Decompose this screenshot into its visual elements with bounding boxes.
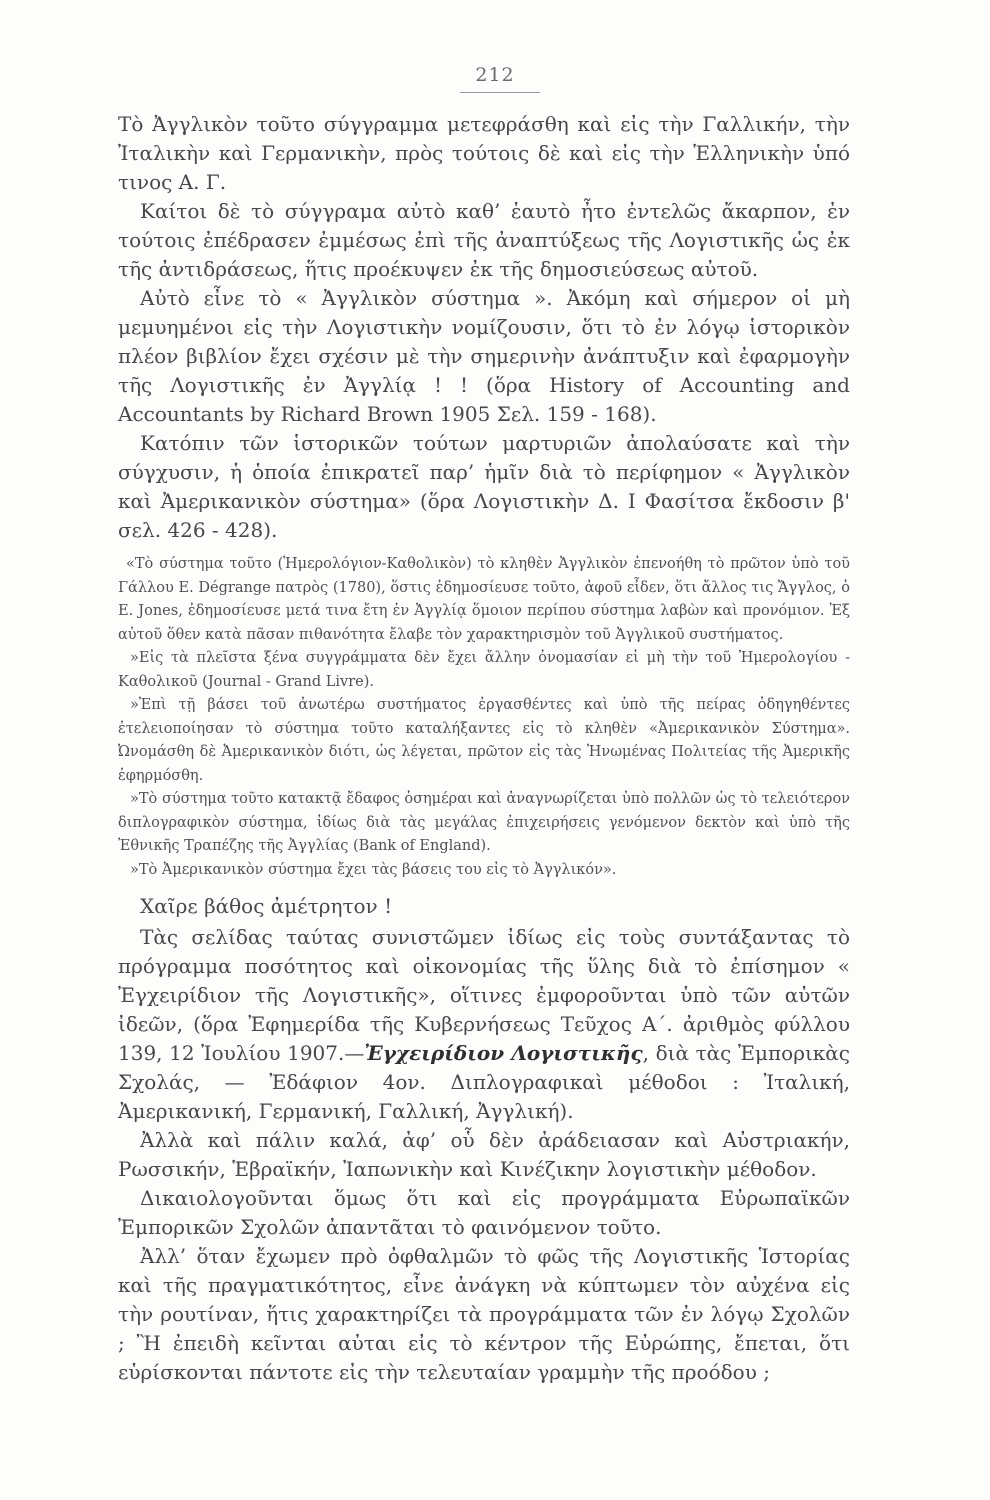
note-bank-of-england: »Τὸ σύστημα τοῦτο κατακτᾷ ἔδαφος ὁσημέραι καὶ ἀναγνωρίζεται ὑπὸ πολλῶν ὡς τὸ τελειότερον διπλογραφικὸν σύστημα, ἰδίως διὰ τὰς μεγάλας ἐπιχειρήσεις γενόμενον δεκτὸν καὶ ὑπὸ τῆς Ἐθνικῆς Τραπέζης τῆς Ἀγγλίας (Bank of England). [118,791,850,854]
quoted-notes [118,553,850,882]
note-american-system: »Ἐπὶ τῇ βάσει τοῦ ἀνωτέρω συστήματος ἐργασθέντες καὶ ὑπὸ τῆς πείρας ὁδηγηθέντες ἐτελειοποίησαν τὸ σύστημα τοῦτο καταλήξαντες εἰς τὸ κληθὲν «Ἀμερικανικὸν Σύστημα». Ὠνομάσθη δὲ Ἀμερικανικὸν διότι, ὡς λέγεται, πρῶτον εἰς τὰς Ἡνωμένας Πολιτείας τῆς Ἀμερικῆς ἐφηρμόσθη. [118,697,850,784]
paragraph-confusion: Κατόπιν τῶν ἱστορικῶν τούτων μαρτυριῶν ἀπολαύσατε καὶ τὴν σύγχυσιν, ἡ ὁποία ἐπικρατεῖ παρ’ ἡμῖν διὰ τὸ περίφημον « Ἀγγλικὸν καὶ Ἀμερικανικὸν σύστημα» (ὅρα Λογιστικὴν Δ. Ι Φασίτσα ἔκδοσιν β' σελ. 426 - 428). [118,431,850,542]
note-dégrange: «Τὸ σύστημα τοῦτο (Ἡμερολόγιον-Καθολικὸν) τὸ κληθὲν Ἀγγλικὸν ἐπενοήθη τὸ πρῶτον ὑπὸ τοῦ Γάλλου Ε. Dégrange πατρὸς (1780), ὅστις ἐδημοσίευσε τοῦτο, ἀφοῦ εἶδεν, ὅτι ἄλλος τις Ἄγγλος, ὁ Ε. Jones, ἐδημοσίευσε μετά τινα ἔτη ἐν Ἀγγλίᾳ ὅμοιον περίπου σύστημα λαβὼν καὶ προνόμιον. Ἐξ αὐτοῦ ὅθεν κατὰ πᾶσαν πιθανότητα ἔλαβε τὸν χαρακτηρισμὸν τοῦ Ἀγγλικοῦ συστήματος. [118,556,850,643]
note-american-basis: »Τὸ Ἀμερικανικὸν σύστημα ἔχει τὰς βάσεις του εἰς τὸ Ἀγγλικόν». [130,861,617,878]
paragraph-english-system: Αὐτὸ εἶνε τὸ « Ἀγγλικὸν σύστημα ». Ἀκόμη καὶ σήμερον οἱ μὴ μεμυημένοι εἰς τὴν Λογιστικὴν νομίζουσιν, ὅτι τὸ ἐν λόγῳ ἱστορικὸν πλέον βιβλίον ἔχει σχέσιν μὲ τὴν σημερινὴν ἀνάπτυξιν καὶ ἐφαρμογὴν τῆς Λογιστικῆς ἐν Ἀγγλίᾳ ! ! (ὅρα History of Accounting and Accountants by Richard Brown 1905 Σελ. 159 - 168). [118,286,850,426]
manual-title: Ἐγχειρίδιον Λογιστικῆς [364,1041,643,1065]
recommendation-end: , διὰ τὰς Ἐμπορικὰς Σχολάς, — Ἐδάφιον 4ον. Διπλογραφικαὶ μέθοδοι : Ἰταλική, Ἀμερικανική, Γερμανική, Γαλλική, Ἀγγλική). [118,1041,851,1123]
paragraph-influence: Καίτοι δὲ τὸ σύγγραμα αὐτὸ καθ’ ἑαυτὸ ἦτο ἐντελῶς ἄκαρπον, ἐν τούτοις ἐπέδρασεν ἐμμέσως ἐπὶ τῆς ἀναπτύξεως τῆς Λογιστικῆς ὡς ἐκ τῆς ἀντιδράσεως, ἥτις προέκυψεν ἐκ τῆς δημοσιεύσεως αὐτοῦ. [118,199,850,281]
page-number-rule [460,92,540,93]
recommendation-text: Τὰς σελίδας ταύτας συνιστῶμεν ἰδίως εἰς τοὺς συντάξαντας τὸ πρόγραμμα ποσότητος καὶ οἰκονομίας τῆς ὕλης διὰ τὸ ἐπίσημον « Ἐγχειρίδιον τῆς Λογιστικῆς», οἵτινες ἐμφοροῦνται ὑπὸ τῶν αὐτῶν ἰδεῶν, (ὅρα Ἐφημερίδα τῆς Κυβερνήσεως Τεῦχος Α΄. ἀριθμὸς φύλλου 139, 12 Ἰουλίου 1907.— [118,925,850,1065]
note-journal-grand-livre: »Εἰς τὰ πλεῖστα ξένα συγγράμματα δὲν ἔχει ἄλλην ὀνομασίαν εἰ μὴ τὴν τοῦ Ἡμερολογίου - Καθολικοῦ (Journal - Grand Livre). [118,650,850,690]
paragraph-justification: Δικαιολογοῦνται ὅμως ὅτι καὶ εἰς προγράμματα Εὐρωπαϊκῶν Ἐμπορικῶν Σχολῶν ἀπαντᾶται τὸ φαινόμενον τοῦτο. [118,1186,850,1239]
exclamation-line: Χαῖρε βάθος ἀμέτρητον ! [140,894,393,918]
paragraph-translations: Τὸ Ἀγγλικὸν τοῦτο σύγγραμμα μετεφράσθη καὶ εἰς τὴν Γαλλικήν, τὴν Ἰταλικὴν καὶ Γερμανικὴν, πρὸς τούτοις δὲ καὶ εἰς τὴν Ἑλληνικὴν ὑπό τινος Α. Γ. [118,112,850,194]
page-body [118,110,850,1387]
paragraph-other-methods: Ἀλλὰ καὶ πάλιν καλά, ἀφ’ οὗ δὲν ἀράδειασαν καὶ Αὐστριακήν, Ρωσσικήν, Ἑβραϊκήν, Ἰαπωνικὴν καὶ Κινέζικην λογιστικὴν μέθοδον. [118,1128,850,1181]
page-number: 212 [475,64,515,86]
paragraph-routine: Ἀλλ’ ὅταν ἔχωμεν πρὸ ὀφθαλμῶν τὸ φῶς τῆς Λογιστικῆς Ἱστορίας καὶ τῆς πραγματικότητος, εἶνε ἀνάγκη νὰ κύπτωμεν τὸν αὐχένα εἰς τὴν ρουτίναν, ἥτις χαρακτηρίζει τὰ προγράμματα τῶν ἐν λόγῳ Σχολῶν ; Ἢ ἐπειδὴ κεῖνται αὐται εἰς τὸ κέντρον τῆς Εὐρώπης, ἔπεται, ὅτι εὑρίσκονται πάντοτε εἰς τὴν τελευταίαν γραμμὴν τῆς προόδου ; [118,1244,850,1384]
paragraph-recommendation [118,923,850,1126]
